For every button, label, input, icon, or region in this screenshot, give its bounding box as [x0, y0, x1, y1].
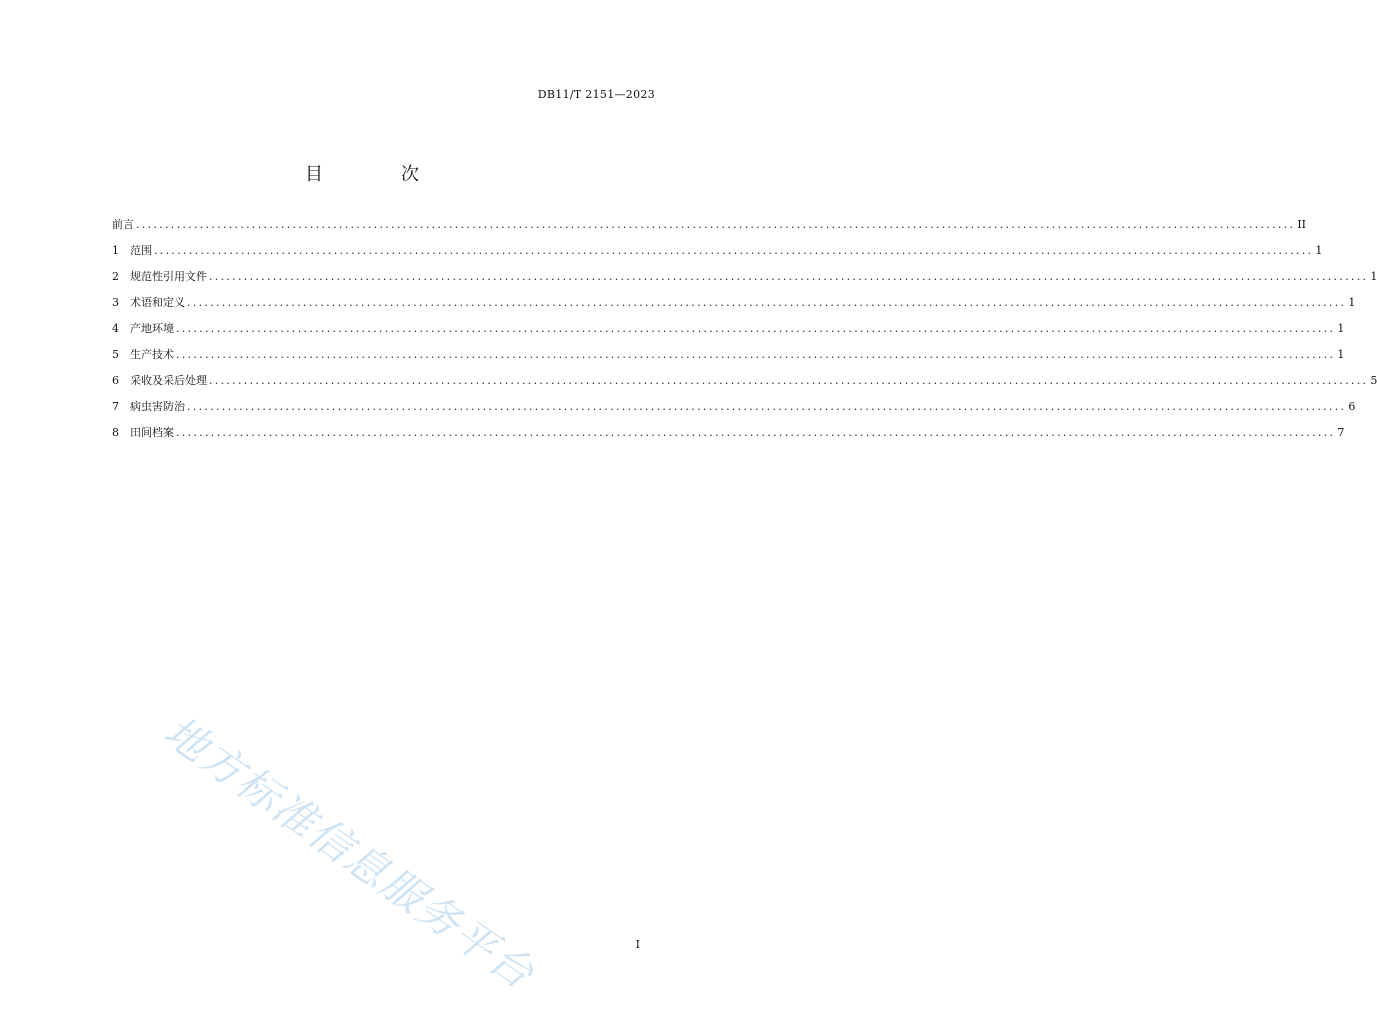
toc-entry-label: 产地环境	[130, 322, 174, 335]
toc-title: 目 次	[305, 164, 449, 185]
toc-entry[interactable]	[112, 372, 1377, 398]
toc-entry-number: 4	[112, 322, 119, 335]
toc-entry[interactable]	[112, 320, 1345, 346]
toc-dot-leader: ........................................................................................................................................................................................................	[187, 296, 1347, 309]
toc-entry-number: 8	[112, 426, 119, 439]
toc-entry-page: 1	[1337, 322, 1345, 335]
toc-entry[interactable]	[112, 294, 1356, 320]
toc-entry-number: 2	[112, 270, 119, 283]
toc-entry-label: 术语和定义	[130, 296, 185, 309]
toc-entry-number: 6	[112, 374, 119, 387]
toc-entry-label: 病虫害防治	[130, 400, 185, 413]
toc-entry-page: 1	[1315, 244, 1323, 257]
toc-entry-page: II	[1297, 218, 1307, 231]
toc-dot-leader: ........................................................................................................................................................................................................	[176, 348, 1336, 361]
toc-dot-leader: ........................................................................................................................................................................................................	[176, 322, 1336, 335]
toc-entry[interactable]	[112, 424, 1345, 450]
toc-entry-number: 7	[112, 400, 119, 413]
toc-dot-leader: ........................................................................................................................................................................................................	[176, 426, 1336, 439]
toc-entry-label: 规范性引用文件	[130, 270, 207, 283]
toc-entry-page: 5	[1370, 374, 1377, 387]
page-number: I	[635, 938, 640, 951]
toc-entry-number: 3	[112, 296, 119, 309]
toc-dot-leader: ........................................................................................................................................................................................................	[209, 270, 1369, 283]
standard-code: DB11/T 2151—2023	[537, 88, 655, 101]
table-of-contents	[112, 216, 1377, 450]
toc-dot-leader: ........................................................................................................................................................................................................	[154, 244, 1314, 257]
toc-entry-label: 生产技术	[130, 348, 174, 361]
toc-entry-page: 6	[1348, 400, 1356, 413]
toc-entry-page: 7	[1337, 426, 1345, 439]
toc-entry[interactable]	[112, 398, 1356, 424]
toc-entry[interactable]	[112, 346, 1345, 372]
toc-entry[interactable]	[112, 216, 1307, 242]
toc-entry-label: 范围	[130, 244, 152, 257]
toc-entry-label: 前言	[112, 218, 134, 231]
toc-entry[interactable]	[112, 242, 1323, 268]
toc-dot-leader: ........................................................................................................................................................................................................	[136, 218, 1296, 231]
toc-dot-leader: ........................................................................................................................................................................................................	[187, 400, 1347, 413]
toc-entry-label: 田间档案	[130, 426, 174, 439]
watermark: 地方标准信息服务平台	[155, 706, 544, 1000]
toc-entry-number: 5	[112, 348, 119, 361]
toc-entry-page: 1	[1337, 348, 1345, 361]
toc-entry-page: 1	[1370, 270, 1377, 283]
toc-entry[interactable]	[112, 268, 1377, 294]
toc-dot-leader: ........................................................................................................................................................................................................	[209, 374, 1369, 387]
toc-entry-number: 1	[112, 244, 119, 257]
toc-entry-page: 1	[1348, 296, 1356, 309]
toc-entry-label: 采收及采后处理	[130, 374, 207, 387]
